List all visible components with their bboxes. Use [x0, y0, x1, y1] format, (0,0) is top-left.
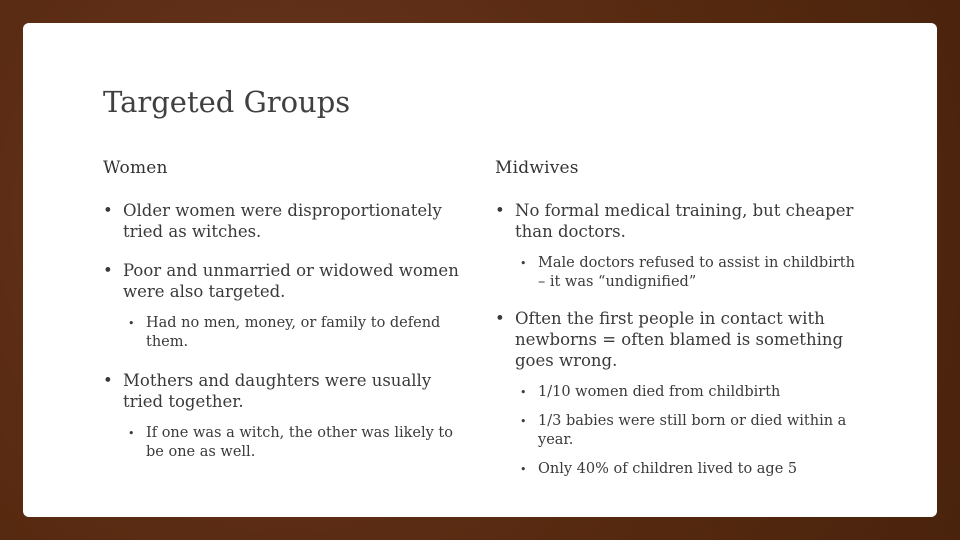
sub-bullet-item: • 1/10 women died from childbirth [495, 383, 865, 402]
slide-card [23, 23, 937, 517]
women-heading: Women [103, 158, 168, 178]
bullet-item: • Mothers and daughters were usually tried together. [103, 370, 473, 412]
women-bullet-list [103, 200, 473, 462]
midwives-heading: Midwives [495, 158, 579, 178]
midwives-column [495, 158, 865, 489]
bullet-item: • Older women were disproportionately tried as witches. [103, 200, 473, 242]
bullet-item: • No formal medical training, but cheaper than doctors. [495, 200, 865, 242]
midwives-bullet-list [495, 200, 865, 479]
sub-bullet-item: • Male doctors refused to assist in childbirth – it was “undignified” [495, 254, 865, 292]
sub-bullet-item: • Had no men, money, or family to defend them. [103, 314, 473, 352]
sub-bullet-item: • Only 40% of children lived to age 5 [495, 460, 865, 479]
sub-bullet-item: • 1/3 babies were still born or died within a year. [495, 412, 865, 450]
bullet-item: • Poor and unmarried or widowed women were also targeted. [103, 260, 473, 302]
sub-bullet-item: • If one was a witch, the other was likely to be one as well. [103, 424, 473, 462]
women-column [103, 158, 473, 472]
bullet-item: • Often the first people in contact with newborns = often blamed is something goes wrong. [495, 308, 865, 371]
slide-title: Targeted Groups [103, 85, 351, 119]
